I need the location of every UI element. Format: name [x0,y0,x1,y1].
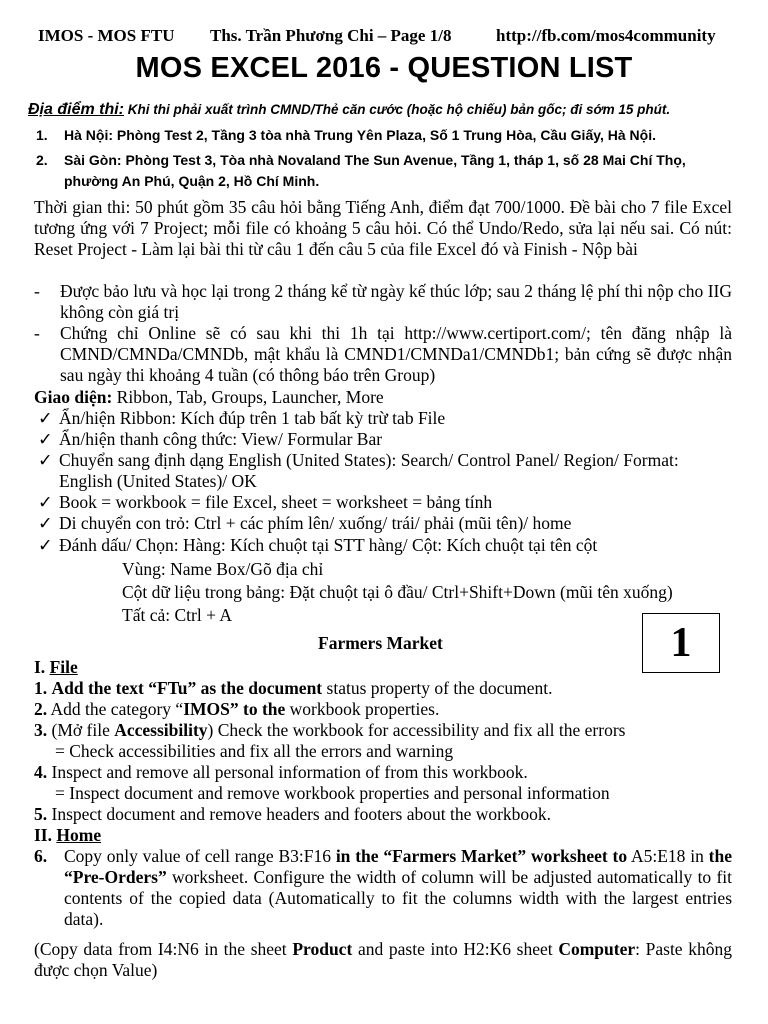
location-label: Địa điểm thi: [28,101,125,118]
address-text: Hà Nội: Phòng Test 2, Tầng 3 tòa nhà Trung Yên Plaza, Số 1 Trung Hòa, Cầu Giấy, Hà Nội. [64,127,656,143]
question-1 [34,678,553,699]
address-item-hanoi [36,125,736,146]
question-text: Inspect document and remove headers and footers about the workbook. [47,804,552,824]
checkmark-icon: ✓ [38,408,53,428]
question-text: Inspect and remove all personal information of from this workbook. [47,762,528,782]
tip-text: Ẩn/hiện thanh công thức: View/ Formular Bar [59,429,383,449]
question-text: ) Check the workbook for accessibility and fix all the errors [207,720,626,740]
section-roman: I. [34,657,46,677]
location-note-text: Khi thi phải xuất trình CMND/Thẻ căn cước (hoặc hộ chiếu) bản gốc; đi sớm 15 phút. [127,102,671,117]
interface-text: Ribbon, Tab, Groups, Launcher, More [112,387,384,407]
tip-text: Book = workbook = file Excel, sheet = worksheet = bảng tính [59,492,493,512]
address-text: Sài Gòn: Phòng Test 3, Tòa nhà Novaland The Sun Avenue, Tầng 1, tháp 1, số 28 Mai Chí Thọ, phường An Phú, Quận 2, Hồ Chí Minh. [64,152,686,189]
question-text: Add the category “ [47,699,184,719]
section-name: Home [56,825,102,845]
tip-item [38,535,732,556]
question-6-note: (Copy data from I4:N6 in the sheet Product and paste into H2:K6 sheet Computer: Paste không được chọn Value) [34,939,732,980]
question-number: 5. [34,804,48,824]
note-item-certificate [34,323,732,386]
tip-subitem: Tất cả: Ctrl + A [122,605,232,625]
question-6 [34,846,732,930]
question-keyword: Accessibility [114,720,208,740]
section-heading-file [34,657,78,678]
address-number: 2. [36,152,48,168]
tip-text: Đánh dấu/ Chọn: Hàng: Kích chuột tại STT hàng/ Cột: Kích chuột tại tên cột [59,535,598,555]
question-number: 4. [34,762,48,782]
tip-item [38,450,732,492]
question-text: ” to the [229,699,286,719]
interface-line [34,387,384,408]
bullet-dash: - [34,323,40,343]
question-keyword: IMOS [183,699,230,719]
address-item-saigon [36,150,736,192]
tip-text: Di chuyển con trỏ: Ctrl + các phím lên/ xuống/ trái/ phải (mũi tên)/ home [59,513,572,533]
question-6-text: Copy only value of cell range B3:F16 in the “Farmers Market” worksheet to A5:E18 in the “Pre-Orders” worksheet. Configure the width of column will be adjusted automatically to fit contents of the copied data (Automatically to fit the columns width with the largest entries data). [64,846,732,929]
checkmark-icon: ✓ [38,513,53,533]
question-3 [34,720,625,741]
section-roman: II. [34,825,52,845]
location-note [28,101,748,119]
header-right[interactable]: http://fb.com/mos4community [496,26,716,45]
tip-subitem: Vùng: Name Box/Gõ địa chỉ [122,559,324,579]
note-text: Chứng chỉ Online sẽ có sau khi thi 1h tại http://www.certiport.com/; tên đăng nhập là CMND/CMNDa/CMNDb, mật khẩu là CMND1/CMNDa1/CMNDb1; bản cứng sẽ được nhận sau ngày thi khoảng 4 tuần (có thông báo trên Group) [60,323,732,385]
bullet-dash: - [34,281,40,301]
question-3-subline: = Check accessibilities and fix all the errors and warning [55,741,454,761]
interface-label: Giao diện: [34,387,113,407]
question-number: 6. [34,846,48,866]
section-name: File [49,657,78,677]
exam-info: Thời gian thi: 50 phút gồm 35 câu hỏi bằng Tiếng Anh, điểm đạt 700/1000. Đề bài cho 7 file Excel tương ứng với 7 Project; mỗi file có khoảng 5 câu hỏi. Có thể Undo/Redo, sửa lại nếu sai. Có nút: Reset Project - Làm lại bài thi từ câu 1 đến câu 5 của file Excel đó và Finish - Nộp bài [34,197,732,259]
question-text: status property of the document. [322,678,553,698]
tip-subitem: Cột dữ liệu trong bảng: Đặt chuột tại ô đầu/ Ctrl+Shift+Down (mũi tên xuống) [122,582,673,602]
question-4 [34,762,528,783]
question-4-subline: = Inspect document and remove workbook properties and personal information [55,783,610,803]
tip-item [38,513,732,534]
question-number: 2. [34,699,48,719]
question-text: (Mở file [47,720,115,740]
question-text: Add the text “ [51,678,157,698]
header-left: IMOS - MOS FTU [38,26,175,45]
checkmark-icon: ✓ [38,492,53,512]
header-middle: Ths. Trần Phương Chi – Page 1/8 [210,26,452,45]
tip-item [38,408,732,429]
question-text: workbook properties. [285,699,440,719]
question-keyword: FTu [156,678,188,698]
address-number: 1. [36,127,48,143]
checkmark-icon: ✓ [38,535,53,555]
tip-item [38,429,732,450]
tip-item [38,492,732,513]
project-number-box: 1 [642,613,720,673]
tip-text: Ẩn/hiện Ribbon: Kích đúp trên 1 tab bất kỳ trừ tab File [59,408,446,428]
tip-text: Chuyển sang định dạng English (United States): Search/ Control Panel/ Region/ Format: English (United States)/ OK [59,450,679,491]
checkmark-icon: ✓ [38,429,53,449]
page-title: MOS EXCEL 2016 - QUESTION LIST [135,52,633,84]
question-number: 1. [34,678,48,698]
note-item-retention [34,281,732,323]
question-5 [34,804,551,825]
checkmark-icon: ✓ [38,450,53,470]
note-text: Được bảo lưu và học lại trong 2 tháng kể từ ngày kế thúc lớp; sau 2 tháng lệ phí thi nộp cho IIG không còn giá trị [60,281,732,322]
question-2 [34,699,439,720]
project-name: Farmers Market [318,633,443,653]
question-text: ” as the document [187,678,323,698]
section-heading-home [34,825,101,846]
question-number: 3. [34,720,48,740]
